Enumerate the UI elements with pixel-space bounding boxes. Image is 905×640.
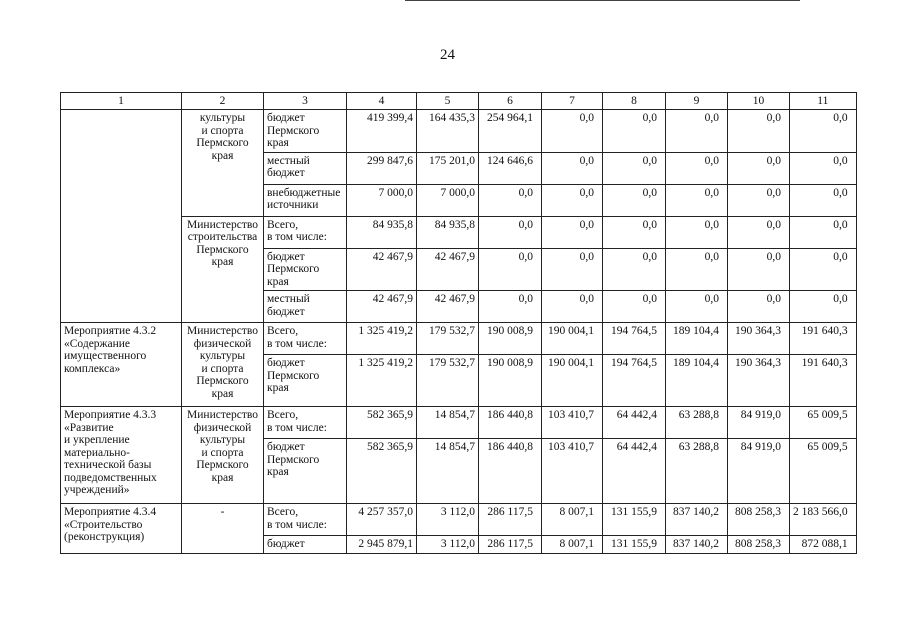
source-cell: Всего, в том числе: (264, 323, 347, 355)
value-cell: 190 008,9 (479, 355, 542, 407)
executor-cell: Министерство строительства Пермского края (182, 216, 264, 323)
value-cell: 64 442,4 (603, 407, 666, 439)
value-cell: 65 009,5 (790, 439, 857, 504)
source-cell: бюджет Пермского края (264, 355, 347, 407)
value-cell: 0,0 (479, 248, 542, 291)
value-cell: 103 410,7 (542, 439, 603, 504)
value-cell: 164 435,3 (417, 110, 479, 153)
value-cell: 419 399,4 (347, 110, 417, 153)
value-cell: 0,0 (542, 110, 603, 153)
value-cell: 0,0 (728, 184, 790, 216)
value-cell: 0,0 (666, 184, 728, 216)
value-cell: 0,0 (603, 184, 666, 216)
value-cell: 0,0 (603, 110, 666, 153)
source-cell: Всего, в том числе: (264, 504, 347, 536)
header-cell: 10 (728, 93, 790, 110)
value-cell: 0,0 (542, 216, 603, 248)
value-cell: 84 919,0 (728, 407, 790, 439)
value-cell: 103 410,7 (542, 407, 603, 439)
value-cell: 0,0 (790, 248, 857, 291)
executor-cell: - (182, 504, 264, 554)
source-cell: местный бюджет (264, 152, 347, 184)
value-cell: 0,0 (666, 248, 728, 291)
executor-cell: Министерство физической культуры и спорта Пермского края (182, 323, 264, 407)
value-cell: 42 467,9 (347, 248, 417, 291)
value-cell: 0,0 (728, 110, 790, 153)
page-number: 24 (440, 47, 455, 63)
value-cell: 189 104,4 (666, 323, 728, 355)
value-cell: 190 004,1 (542, 355, 603, 407)
value-cell: 0,0 (728, 216, 790, 248)
budget-table (60, 92, 857, 554)
value-cell: 191 640,3 (790, 323, 857, 355)
value-cell: 8 007,1 (542, 536, 603, 554)
header-cell: 6 (479, 93, 542, 110)
header-cell: 4 (347, 93, 417, 110)
value-cell: 63 288,8 (666, 407, 728, 439)
value-cell: 0,0 (603, 291, 666, 323)
value-cell: 190 004,1 (542, 323, 603, 355)
header-row (61, 93, 857, 110)
value-cell: 191 640,3 (790, 355, 857, 407)
value-cell: 84 935,8 (417, 216, 479, 248)
value-cell: 0,0 (728, 291, 790, 323)
value-cell: 2 945 879,1 (347, 536, 417, 554)
value-cell: 175 201,0 (417, 152, 479, 184)
measure-cell: Мероприятие 4.3.4 «Строительство (реконструкция) (61, 504, 182, 554)
value-cell: 3 112,0 (417, 536, 479, 554)
value-cell: 0,0 (542, 184, 603, 216)
value-cell: 64 442,4 (603, 439, 666, 504)
source-cell: бюджет (264, 536, 347, 554)
value-cell: 42 467,9 (417, 291, 479, 323)
table-row (61, 110, 857, 153)
value-cell: 190 364,3 (728, 323, 790, 355)
value-cell: 131 155,9 (603, 504, 666, 536)
value-cell: 0,0 (790, 110, 857, 153)
value-cell: 131 155,9 (603, 536, 666, 554)
source-cell: бюджет Пермского края (264, 248, 347, 291)
value-cell: 4 257 357,0 (347, 504, 417, 536)
source-cell: местный бюджет (264, 291, 347, 323)
value-cell: 0,0 (479, 184, 542, 216)
header-cell: 1 (61, 93, 182, 110)
value-cell: 194 764,5 (603, 323, 666, 355)
value-cell: 2 183 566,0 (790, 504, 857, 536)
value-cell: 84 919,0 (728, 439, 790, 504)
value-cell: 0,0 (666, 110, 728, 153)
value-cell: 42 467,9 (347, 291, 417, 323)
header-cell: 3 (264, 93, 347, 110)
value-cell: 0,0 (479, 291, 542, 323)
value-cell: 0,0 (542, 291, 603, 323)
value-cell: 1 325 419,2 (347, 355, 417, 407)
value-cell: 42 467,9 (417, 248, 479, 291)
measure-cell (61, 110, 182, 323)
measure-cell: Мероприятие 4.3.2 «Содержание имущественного комплекса» (61, 323, 182, 407)
source-cell: внебюджетные источники (264, 184, 347, 216)
value-cell: 7 000,0 (347, 184, 417, 216)
value-cell: 124 646,6 (479, 152, 542, 184)
source-cell: бюджет Пермского края (264, 439, 347, 504)
source-cell: Всего, в том числе: (264, 407, 347, 439)
value-cell: 299 847,6 (347, 152, 417, 184)
value-cell: 0,0 (666, 152, 728, 184)
value-cell: 1 325 419,2 (347, 323, 417, 355)
value-cell: 808 258,3 (728, 504, 790, 536)
value-cell: 837 140,2 (666, 504, 728, 536)
value-cell: 0,0 (542, 248, 603, 291)
value-cell: 179 532,7 (417, 323, 479, 355)
source-cell: бюджет Пермского края (264, 110, 347, 153)
value-cell: 254 964,1 (479, 110, 542, 153)
value-cell: 0,0 (603, 152, 666, 184)
value-cell: 0,0 (790, 152, 857, 184)
value-cell: 0,0 (603, 248, 666, 291)
value-cell: 65 009,5 (790, 407, 857, 439)
value-cell: 8 007,1 (542, 504, 603, 536)
value-cell: 84 935,8 (347, 216, 417, 248)
value-cell: 7 000,0 (417, 184, 479, 216)
value-cell: 63 288,8 (666, 439, 728, 504)
value-cell: 190 008,9 (479, 323, 542, 355)
header-cell: 5 (417, 93, 479, 110)
header-cell: 9 (666, 93, 728, 110)
table-row (61, 407, 857, 439)
value-cell: 808 258,3 (728, 536, 790, 554)
page-top-rule (405, 0, 800, 1)
value-cell: 189 104,4 (666, 355, 728, 407)
value-cell: 286 117,5 (479, 536, 542, 554)
value-cell: 0,0 (728, 248, 790, 291)
header-cell: 11 (790, 93, 857, 110)
value-cell: 0,0 (603, 216, 666, 248)
value-cell: 286 117,5 (479, 504, 542, 536)
header-cell: 2 (182, 93, 264, 110)
value-cell: 186 440,8 (479, 439, 542, 504)
value-cell: 837 140,2 (666, 536, 728, 554)
measure-cell: Мероприятие 4.3.3 «Развитие и укрепление материально- технической базы подведомственных учреждений» (61, 407, 182, 504)
value-cell: 0,0 (790, 184, 857, 216)
value-cell: 0,0 (542, 152, 603, 184)
value-cell: 0,0 (479, 216, 542, 248)
executor-cell: Министерство физической культуры и спорта Пермского края (182, 407, 264, 504)
value-cell: 582 365,9 (347, 439, 417, 504)
value-cell: 190 364,3 (728, 355, 790, 407)
value-cell: 0,0 (666, 291, 728, 323)
executor-cell: культуры и спорта Пермского края (182, 110, 264, 217)
value-cell: 3 112,0 (417, 504, 479, 536)
value-cell: 186 440,8 (479, 407, 542, 439)
value-cell: 14 854,7 (417, 407, 479, 439)
value-cell: 14 854,7 (417, 439, 479, 504)
value-cell: 872 088,1 (790, 536, 857, 554)
header-cell: 8 (603, 93, 666, 110)
source-cell: Всего, в том числе: (264, 216, 347, 248)
value-cell: 194 764,5 (603, 355, 666, 407)
value-cell: 0,0 (790, 291, 857, 323)
value-cell: 582 365,9 (347, 407, 417, 439)
table-row (61, 504, 857, 536)
table-row (61, 323, 857, 355)
header-cell: 7 (542, 93, 603, 110)
value-cell: 179 532,7 (417, 355, 479, 407)
value-cell: 0,0 (790, 216, 857, 248)
value-cell: 0,0 (728, 152, 790, 184)
value-cell: 0,0 (666, 216, 728, 248)
